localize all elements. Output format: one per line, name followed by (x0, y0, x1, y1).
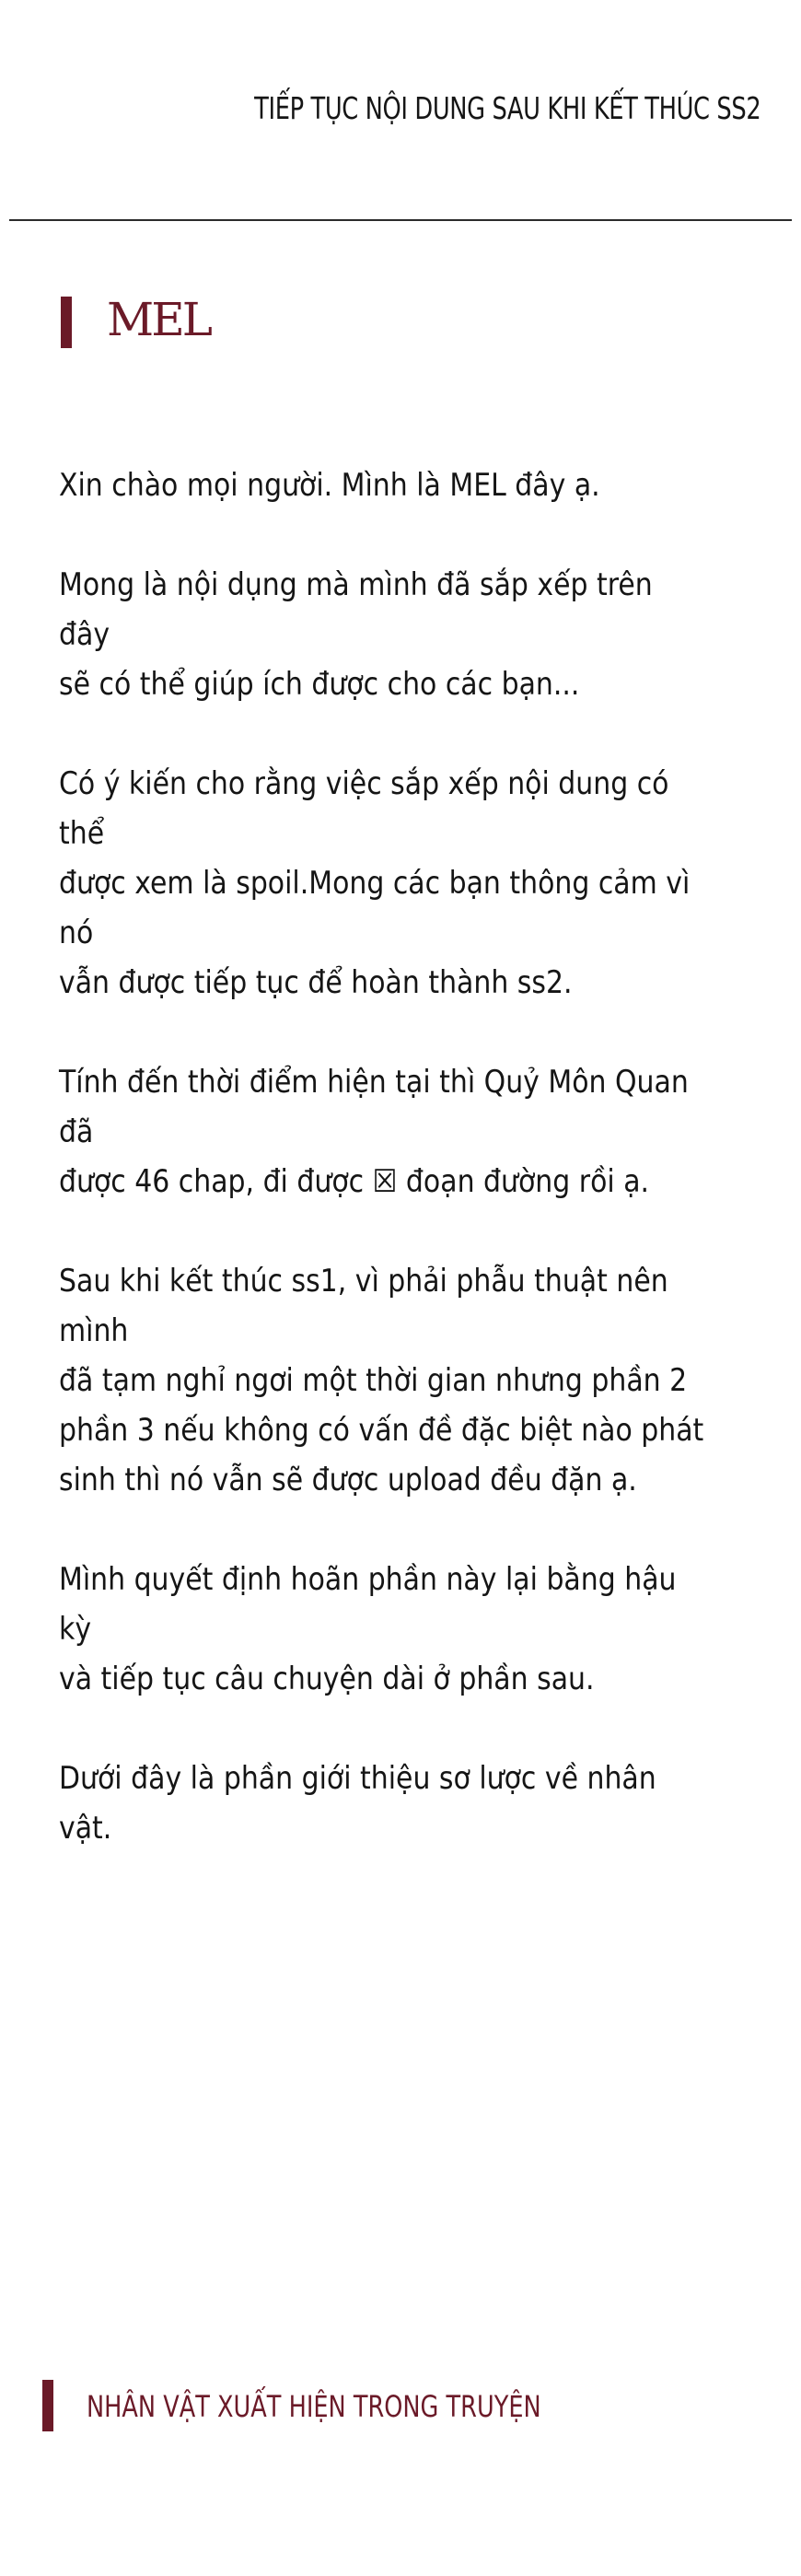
author-accent-bar (61, 297, 72, 348)
section-title: NHÂN VẬT XUẤT HIỆN TRONG TRUYỆN (87, 2389, 541, 2424)
paragraph-schedule (59, 1256, 707, 1505)
paragraph-postpone (59, 1555, 707, 1704)
text-line: Mong là nội dụng mà mình đã sắp xếp trên đây (59, 566, 653, 653)
text-line: đã tạm nghỉ ngơi một thời gian nhưng phần 2 (59, 1362, 688, 1399)
text-line: sẽ có thể giúp ích được cho các bạn... (59, 666, 580, 703)
paragraph-hope (59, 560, 707, 709)
header-divider (9, 219, 792, 221)
text-line: sinh thì nó vẫn sẽ được upload đều đặn ạ. (59, 1462, 637, 1498)
text-line: Dưới đây là phần giới thiệu sơ lược về nhân vật. (59, 1760, 656, 1847)
section-accent-bar (42, 2380, 53, 2431)
author-note-body (59, 460, 707, 1903)
text-line: và tiếp tục câu chuyện dài ở phần sau. (59, 1661, 595, 1697)
text-line: được 46 chap, đi được ☒ đoạn đường rồi ạ. (59, 1163, 650, 1200)
page-header-title: TIẾP TỤC NỘI DUNG SAU KHI KẾT THÚC SS2 (253, 90, 760, 126)
paragraph-intro (59, 1754, 707, 1853)
text-line: Xin chào mọi người. Mình là MEL đây ạ. (59, 467, 600, 504)
text-line: phần 3 nếu không có vấn đề đặc biệt nào phát (59, 1412, 704, 1449)
text-line: Có ý kiến cho rằng việc sắp xếp nội dung có thể (59, 765, 669, 852)
text-line: được xem là spoil.Mong các bạn thông cảm vì nó (59, 865, 691, 951)
text-line: Mình quyết định hoãn phần này lại bằng hậu kỳ (59, 1561, 677, 1648)
paragraph-spoil (59, 759, 707, 1008)
author-name: MEL (107, 293, 210, 346)
text-line: Tính đến thời điểm hiện tại thì Quỷ Môn Quan đã (59, 1064, 689, 1150)
paragraph-progress (59, 1057, 707, 1206)
text-line: Sau khi kết thúc ss1, vì phải phẫu thuật nên mình (59, 1263, 668, 1349)
paragraph-greeting (59, 460, 707, 510)
text-line: vẫn được tiếp tục để hoàn thành ss2. (59, 964, 573, 1001)
